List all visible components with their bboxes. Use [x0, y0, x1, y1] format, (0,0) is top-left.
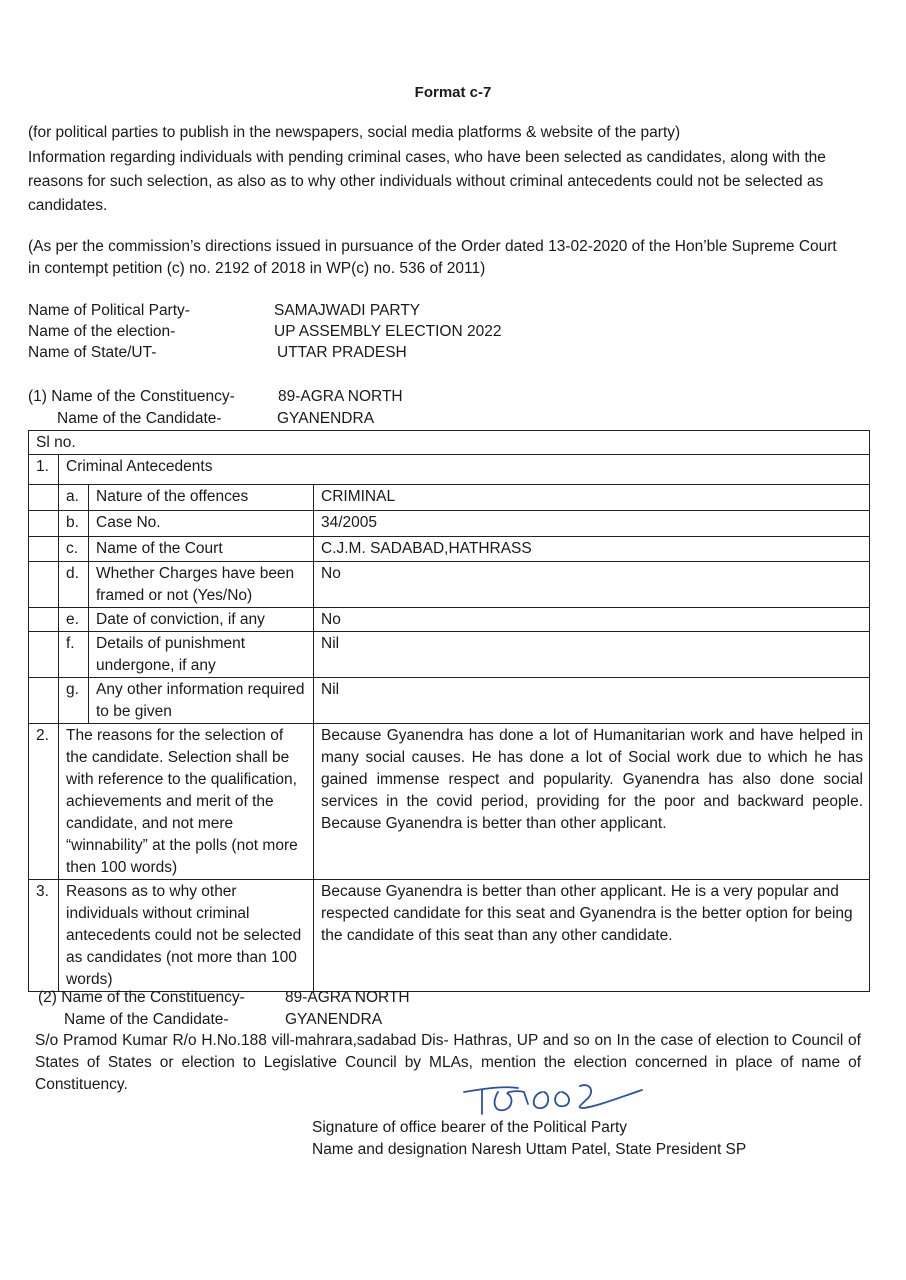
- signature-line: Signature of office bearer of the Political Party: [312, 1119, 628, 1136]
- sub-row-letter: f.: [59, 632, 89, 678]
- sub-row-value: Nil: [314, 632, 870, 678]
- table-row-other-reasons: [29, 880, 870, 992]
- party-label: Name of Political Party-: [28, 302, 190, 319]
- table-row: [29, 632, 870, 678]
- sub-row-value: 34/2005: [314, 511, 870, 537]
- row-2-number: 2.: [29, 724, 59, 880]
- sub-row-value: No: [314, 562, 870, 608]
- sub-row-value: No: [314, 608, 870, 632]
- party-value: SAMAJWADI PARTY: [274, 302, 421, 319]
- table-row-criminal-antecedents: [29, 455, 870, 485]
- sub-row-value: C.J.M. SADABAD,HATHRASS: [314, 537, 870, 562]
- info-line-3: candidates.: [28, 197, 108, 214]
- table-row-selection-reasons: [29, 724, 870, 880]
- constituency-1-value: 89-AGRA NORTH: [278, 388, 403, 405]
- info-line-2: reasons for such selection, as also as to why other individuals without criminal antecedents could not be selected as: [28, 173, 824, 190]
- info-line-1: Information regarding individuals with pending criminal cases, who have been selected as candidates, along with the: [28, 149, 826, 166]
- table-row: [29, 537, 870, 562]
- sub-row-label: Name of the Court: [89, 537, 314, 562]
- row-1-label: Criminal Antecedents: [59, 455, 870, 485]
- subtitle: (for political parties to publish in the newspapers, social media platforms & website of the party): [28, 124, 681, 141]
- table-row: [29, 562, 870, 608]
- candidate-1-value: GYANENDRA: [277, 410, 375, 427]
- constituency-1-label: (1) Name of the Constituency-: [28, 388, 235, 405]
- sub-row-value: Nil: [314, 678, 870, 724]
- sub-row-label: Whether Charges have been framed or not (Yes/No): [89, 562, 314, 608]
- constituency-2-value: 89-AGRA NORTH: [285, 989, 410, 1006]
- row-3-number: 3.: [29, 880, 59, 992]
- sub-row-letter: g.: [59, 678, 89, 724]
- row-3-label: Reasons as to why other individuals without criminal antecedents could not be selected as candidates (not more than 100 words): [59, 880, 314, 992]
- document-title: Format c-7: [414, 84, 492, 101]
- sub-row-label: Details of punishment undergone, if any: [89, 632, 314, 678]
- state-label: Name of State/UT-: [28, 344, 157, 361]
- table-header-row: [29, 431, 870, 455]
- sub-row-label: Any other information required to be given: [89, 678, 314, 724]
- table-row: [29, 678, 870, 724]
- state-value: UTTAR PRADESH: [277, 344, 407, 361]
- candidate-2-value: GYANENDRA: [285, 1011, 383, 1028]
- sub-row-label: Nature of the offences: [89, 485, 314, 511]
- directions-line-2: in contempt petition (c) no. 2192 of 2018 in WP(c) no. 536 of 2011): [28, 260, 486, 277]
- sl-no-header: Sl no.: [29, 431, 870, 455]
- criminal-antecedents-table: [28, 430, 870, 992]
- row-3-value: Because Gyanendra is better than other applicant. He is a very popular and respected candidate for this seat and Gyanendra is the better option for being the candidate of this seat than any other candidate.: [314, 880, 870, 992]
- candidate-1-label: Name of the Candidate-: [57, 410, 222, 427]
- row-1-number: 1.: [29, 455, 59, 485]
- table-row: [29, 485, 870, 511]
- sub-row-value: CRIMINAL: [314, 485, 870, 511]
- table-row: [29, 608, 870, 632]
- sub-row-letter: b.: [59, 511, 89, 537]
- candidate-2-label: Name of the Candidate-: [64, 1011, 229, 1028]
- directions-line-1: (As per the commission’s directions issued in pursuance of the Order dated 13-02-2020 of the Hon’ble Supreme Court: [28, 238, 837, 255]
- sub-row-letter: c.: [59, 537, 89, 562]
- row-2-value: Because Gyanendra has done a lot of Humanitarian work and have helped in many social causes. He has done a lot of Social work due to which he has gained immense respect and popularity. Gyanendra has also done social services in the covid period, providing for the poor and backward people. Because Gyanendra is better than other applicant.: [314, 724, 870, 880]
- sub-row-letter: e.: [59, 608, 89, 632]
- table-row: [29, 511, 870, 537]
- sub-row-letter: a.: [59, 485, 89, 511]
- sub-row-label: Date of conviction, if any: [89, 608, 314, 632]
- constituency-2-label: (2) Name of the Constituency-: [38, 989, 245, 1006]
- sub-row-label: Case No.: [89, 511, 314, 537]
- election-value: UP ASSEMBLY ELECTION 2022: [274, 323, 502, 340]
- designation-line: Name and designation Naresh Uttam Patel, State President SP: [312, 1141, 747, 1158]
- election-label: Name of the election-: [28, 323, 176, 340]
- row-2-label: The reasons for the selection of the candidate. Selection shall be with reference to the qualification, achievements and merit of the candidate, and not mere “winnability” at the polls (not more then 100 words): [59, 724, 314, 880]
- sub-row-letter: d.: [59, 562, 89, 608]
- candidate-address: S/o Pramod Kumar R/o H.No.188 vill-mahrara,sadabad Dis- Hathras, UP and so on In the case of election to Council of States of States or election to Legislative Council by MLAs, mention the election concerned in place of name of Constituency.: [35, 1032, 861, 1093]
